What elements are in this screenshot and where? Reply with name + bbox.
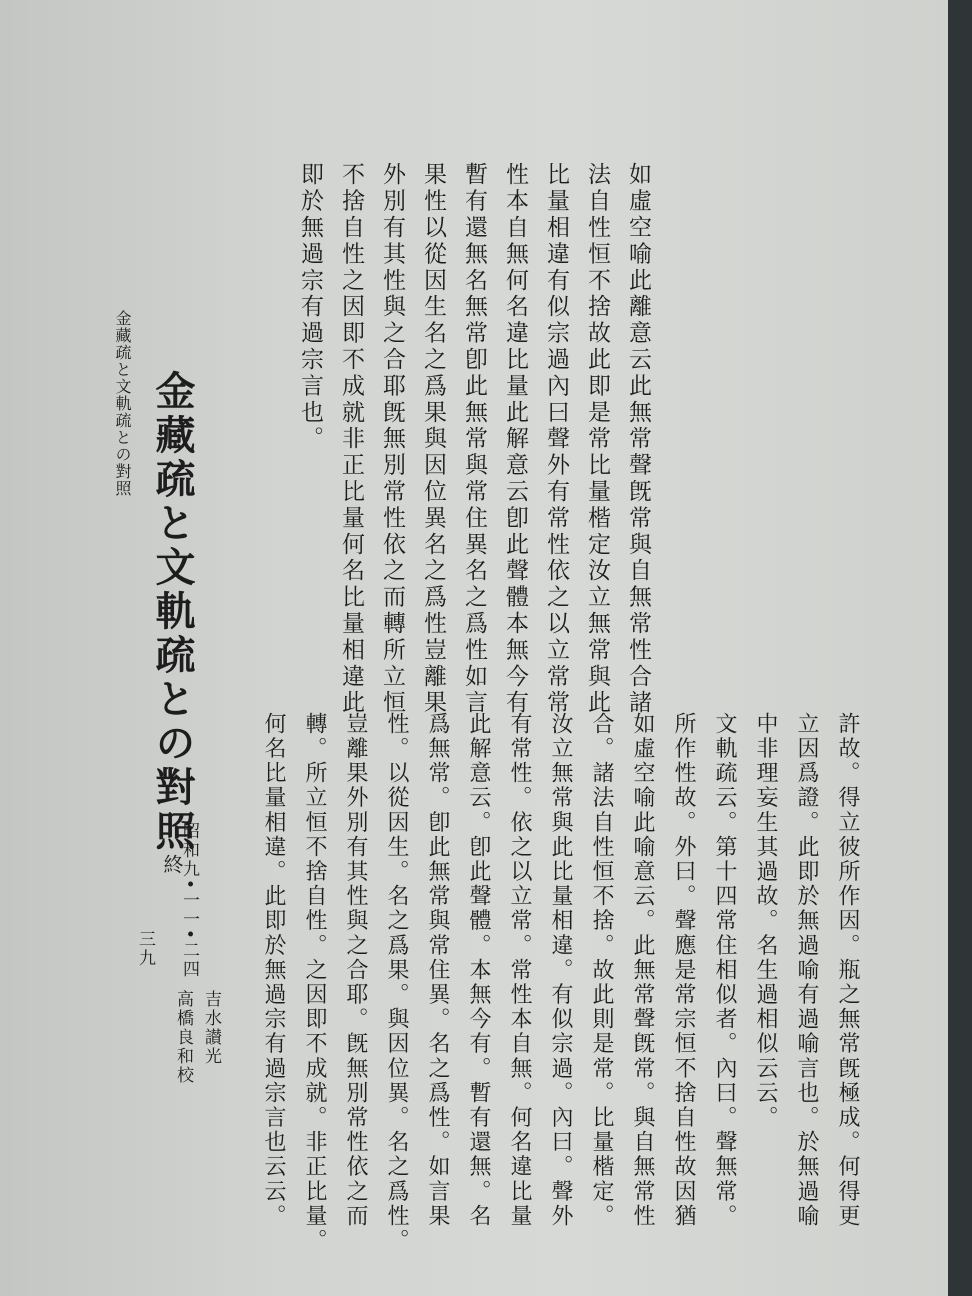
page-number: 三九 [135, 930, 155, 968]
title-suffix: 終 [160, 854, 184, 878]
colophon-date: 昭和九•一一•二四 [179, 822, 199, 980]
lower-line: 如虛空喻此喻意云。此無常聲旣常。與自無常性 [630, 712, 655, 1229]
lower-line: 所作性故。外曰。聲應是常宗恒不捨自性故因猶 [671, 712, 696, 1229]
lower-line: 何名比量相違。此即於無過宗有過宗言也云云。 [261, 712, 286, 1229]
lower-line: 豈離果外別有其性與之合耶。旣無別常性依之而 [343, 712, 368, 1229]
upper-line: 外別有其性與之合耶旣無別常性依之而轉所立恒 [379, 162, 405, 717]
upper-line: 果性以從因生名之爲果與因位異名之爲性豈離果 [420, 162, 446, 717]
lower-line: 汝立無常與此比量相違。有似宗過。內曰。聲外 [548, 712, 573, 1229]
lower-line: 性。以從因生。名之爲果。與因位異。名之爲性。 [384, 712, 409, 1254]
colophon-name: 高橋良和校 [173, 990, 193, 1085]
lower-line: 許故。得立彼所作因。瓶之無常旣極成。何得更 [835, 712, 860, 1229]
lower-line: 此解意云。卽此聲體。本無今有。暫有還無。名 [466, 712, 491, 1229]
lower-line: 爲無常。卽此無常與常住異。名之爲性。如言果 [425, 712, 450, 1229]
lower-line: 轉。所立恒不捨自性。之因即不成就。非正比量。 [302, 712, 327, 1254]
lower-line: 立因爲證。此即於無過喻有過喻言也。於無過喻 [794, 712, 819, 1229]
page-title [149, 370, 196, 878]
upper-line: 性本自無何名違比量此解意云卽此聲體本無今有 [502, 162, 528, 717]
lower-line: 文軌疏云。第十四常住相似者。內曰。聲無常。 [712, 712, 737, 1229]
running-head: 金藏疏と文軌疏との對照 [113, 310, 132, 497]
upper-line: 法自性恒不捨故此即是常比量楷定汝立無常與此 [584, 162, 610, 717]
title-text: 金藏疏と文軌疏との對照 [149, 370, 196, 854]
colophon-name: 吉水讃光 [201, 990, 221, 1066]
upper-line: 即於無過宗有過宗言也。 [297, 162, 323, 453]
upper-line: 比量相違有似宗過內曰聲外有常性依之以立常常 [543, 162, 569, 717]
lower-line: 中非理妄生其過故。名生過相似云云。 [753, 712, 778, 1131]
upper-line: 如虛空喻此離意云此無常聲旣常與自無常性合諸 [625, 162, 651, 717]
upper-line: 不捨自性之因即不成就非正比量何名比量相違此 [338, 162, 364, 717]
lower-line: 有常性。依之以立常。常性本自無。何名違比量 [507, 712, 532, 1229]
lower-line: 合。諸法自性恒不捨。故此則是常。比量楷定。 [589, 712, 614, 1229]
upper-line: 暫有還無名無常卽此無常與常住異名之爲性如言 [461, 162, 487, 717]
